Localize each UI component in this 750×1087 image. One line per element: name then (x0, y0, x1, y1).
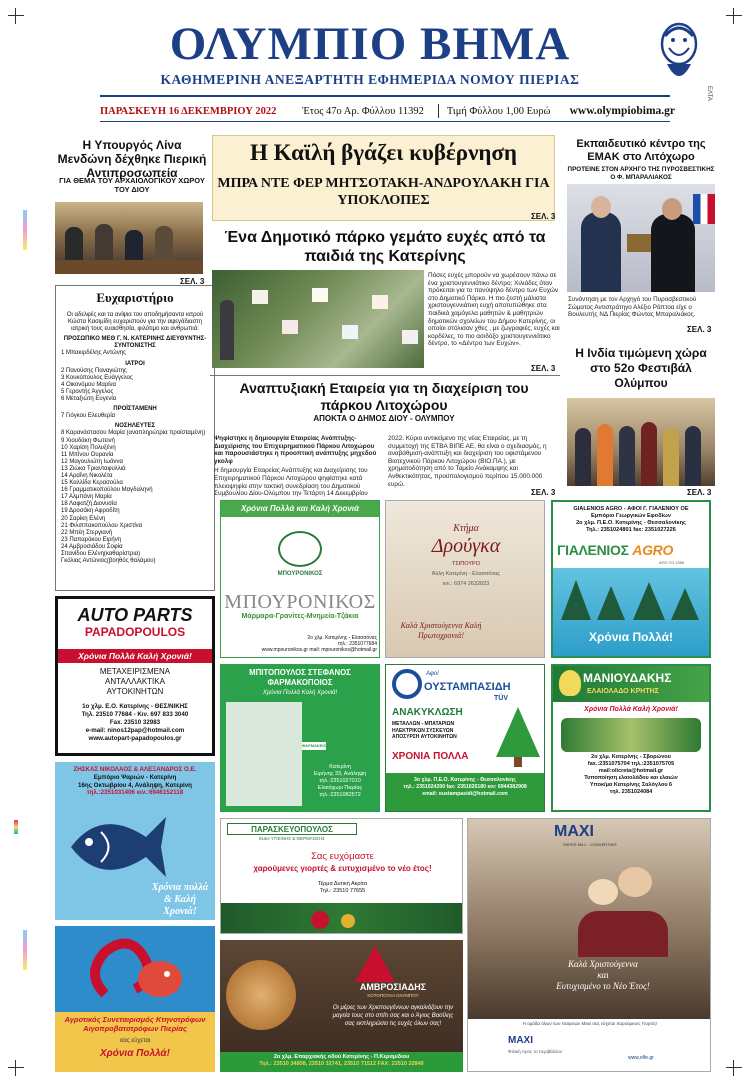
oustampasidis-title: ΑΝΑΚΥΚΛΩΣΗ (392, 707, 463, 718)
autoparts-brand-sub: PAPADOPOULOS (84, 625, 186, 639)
amvrosiadis-brand: ΑΜΒΡΟΣΙΑΔΗΣ (359, 982, 427, 992)
page-ref: ΣΕΛ. 3 (531, 364, 556, 373)
bouronikos-wreath-icon (278, 531, 322, 567)
bouronikos-phone: τηλ.: 2351077684 (337, 641, 377, 647)
manioudakis-greeting: Χρόνια Πολλά Καλή Χρονιά! (584, 706, 678, 713)
development-subhead: ΑΠΟΚΤΑ Ο ΔΗΜΟΣ ΔΙΟΥ - ΟΛΥΜΠΟΥ (313, 414, 455, 423)
gialenios-title: GIALENIOS AGRO - ΑΦΟΙ Γ. ΓΙΑΛΕΝΙΟΥ ΟΕ (573, 506, 689, 512)
ancient-head-logo-icon (655, 18, 703, 88)
autoparts-brand: AUTO PARTS (77, 605, 193, 625)
agricultural-greeting: Χρόνια Πολλά! (100, 1048, 170, 1059)
india-headline: Η Ινδία τιμώμενη χώρα στο 52ο Φεστιβάλ Ολύμπου (575, 346, 707, 390)
divider (438, 104, 439, 118)
page-ref: ΣΕΛ. 3 (687, 325, 712, 334)
drougka-brand-small: Κτήμα (453, 523, 479, 534)
autoparts-web: www.autopart-papadopoulos.gr (88, 735, 182, 742)
masthead-subtitle: ΚΑΘΗΜΕΡΙΝΗ ΑΝΕΞΑΡΤΗΤΗ ΕΦΗΜΕΡΙΔΑ ΝΟΜΟΥ ΠΙΕΡΙΑΣ (160, 72, 580, 87)
pharmacy-address: Ειρήνης 33, Ανάληψη (313, 771, 367, 777)
color-strip (23, 210, 27, 250)
autoparts-phone: Τηλ. 23510 77684 - Κιν. 697 833 3040 (81, 711, 189, 718)
manioudakis-address: 2ο χλμ. Κατερίνης - Σβορώνου (591, 754, 671, 760)
gialenios-brand: ΓΙΑΛΕΝΙΟΣ (557, 542, 629, 558)
trees-icon (561, 580, 701, 624)
masthead-title: ΟΛΥΜΠΙΟ ΒΗΜΑ (169, 18, 571, 70)
issue-price: Τιμή Φύλλου 1,00 Ευρώ (446, 105, 551, 117)
list-item: 7 Γιόγκου Ελευθερία (61, 413, 116, 420)
emak-photo (567, 184, 715, 292)
page-ref: ΣΕΛ. 3 (531, 212, 556, 221)
pharmacy-ad[interactable] (220, 664, 380, 812)
mendoni-photo (55, 202, 203, 274)
list-item: 22 Μπέη Στεργιανή (61, 529, 113, 536)
fish-icon (61, 802, 171, 892)
bouronikos-brand-small: ΜΠΟΥΡΟΝΙΚΟΣ (277, 571, 323, 577)
manioudakis-ad[interactable] (551, 664, 711, 812)
crop-mark (726, 1060, 742, 1076)
autoparts-fax: Fax. 23510 32983 (109, 719, 161, 726)
maxi-tag: PAPER MILL - CONVERTING (563, 842, 617, 847)
mendoni-subhead: ΓΙΑ ΘΕΜΑ ΤΟΥ ΑΡΧΑΙΟΛΟΓΙΚΟΥ ΧΩΡΟΥ ΤΟΥ ΔΙΟΥ (59, 176, 205, 194)
thanks-section-head: ΠΡΟΪΣΤΑΜΕΝΗ (113, 406, 157, 413)
gialenios-phone: Τηλ.: 2351024801 fax: 2351027226 (586, 527, 676, 533)
emak-headline: Εκπαιδευτικό κέντρο της ΕΜΑΚ στο Λιτόχωρο (576, 138, 706, 163)
bouronikos-ad[interactable] (220, 500, 380, 658)
autoparts-logo (66, 605, 204, 643)
olive-drop-icon (559, 670, 581, 696)
list-item: 16 Γραμματικοπούλου Μαγδαληνή (61, 487, 153, 494)
maxi-footer-brand: MAXI (508, 1035, 533, 1046)
oustampasidis-email: email: oustampasidi@hotmail.com (422, 791, 508, 797)
fish-greeting-2: & Καλή Χρονιά! (163, 894, 197, 917)
thanks-headline: Ευχαριστήριο (96, 290, 174, 305)
pharmacy-title: ΜΠΙΤΟΠΟΥΛΟΣ ΣΤΕΦΑΝΟΣ ΦΑΡΜΑΚΟΠΟΙΟΣ (249, 668, 351, 687)
park-text: Πόσες ευχές μπορούν να χωρέσουν πάνω σε ένα χριστουγεννιάτικο δέντρο; Χιλιάδες όταν πρόκειται για το πανύψηλο δέντρο των Ευχών στο Δημοτικό Πάρκο. Η πιο ζεστή μάλιστα χριστουγεννιάτικη ευχή αποτυπώθηκε στα παιδικά χαμόγελα μαθητών & μαθητριών δημοτικών σχολείων του Δήμου Κατερίνης, οι οποίοι στόλισαν χθες , με ζωγραφιές, ευχές και κορδέλες, το πιο ασιδόξο χριστουγεννιάτικο δέντρο, το «Δέντρο των Ευχών». (428, 272, 560, 348)
oustampasidis-cert: TÜV (494, 695, 508, 702)
amvrosiadis-wish: Οι μέρες των Χριστουγέννων αγκαλιάζουν την μαγεία τους στο σπίτι σας και ο Άγιος Βασίλης σας εκπληρώσει τις ευχές όλων σας! (332, 1005, 454, 1027)
paraskevopoulos-wish: Σας ευχόμαστε (311, 851, 374, 862)
autoparts-greeting: Χρόνια Πολλά Καλή Χρονιά! (58, 649, 212, 663)
amvrosiadis-ad[interactable] (220, 940, 463, 1072)
development-col1 (214, 435, 379, 498)
development-text: Η δημιουργία Εταιρείας Ανάπτυξης και Διαχείρισης του Επιχειρηματικού Πάρκου Λιτοχώρου ψηφίστηκε κατά πλειοψηφία στην τακτική συνεδρίαση του Δημοτικού Συμβουλίου Δίου-Ολύμπου την Τετάρτη 14 Δεκεμβρίου (214, 467, 368, 498)
paraskevopoulos-sub: ΕΙΔΗ ΥΓΙΕΙΝΗΣ & ΘΕΡΜΑΝΣΗΣ (259, 836, 325, 841)
agricultural-name: Αγροτικός Συνεταιρισμός Κτηνοτρόφων Αιγοπροβατοτρόφων Πιερίας (64, 1015, 206, 1033)
bouronikos-greeting: Χρόνια Πολλά και Καλή Χρονιά (221, 501, 379, 517)
drougka-sub: ΤΣΙΠΟΥΡΟ (452, 561, 480, 567)
autoparts-line: ΑΝΤΑΛΛΑΚΤΙΚΑ (105, 677, 165, 686)
emak-subhead: ΠΡΟΤΕΙΝΕ ΣΤΟΝ ΑΡΧΗΓΟ ΤΗΣ ΠΥΡΟΣΒΕΣΤΙΚΗΣ Ο Φ. ΜΠΑΡΑΛΙΑΚΟΣ (567, 166, 715, 181)
maxi-brand: MAXI (554, 823, 594, 840)
autoparts-email: e-mail: ninos12pap@hotmail.com (85, 727, 185, 734)
gialenios-since: ΑΠΟ ΤΟ 1959 (659, 560, 685, 565)
maxi-ad[interactable] (467, 818, 711, 1072)
fish-greeting: Χρόνια πολλά (151, 882, 209, 893)
park-photo (212, 270, 424, 368)
thanks-director: 1 Μπακιρδέλης Αντώνης (61, 350, 126, 357)
amvrosiadis-sub: ΚΟΤΟΠΟΥΛΑ ΟΛΥΜΠΟΥ (367, 993, 419, 998)
crop-mark (8, 8, 24, 24)
manioudakis-shop: Υποκ/μα Κατερίνης Σαλόγλου 6 (589, 782, 673, 788)
park-headline: Ένα Δημοτικό πάρκο γεμάτο ευχές από τα παιδιά της Κατερίνης (224, 229, 546, 265)
drougka-ad[interactable] (385, 500, 545, 658)
agricultural-sub: σας εύχεται (119, 1038, 151, 1044)
list-item: Σπανίδου Ελένη(καθαρίστρια) (61, 551, 141, 557)
list-item: 6 Μεταξιώτη Ευγενία (61, 396, 117, 403)
gialenios-brand-2: AGRO (632, 542, 674, 558)
thanks-section-main: ΠΡΟΣΩΠΙΚΟ ΜΕΘ Γ. Ν. ΚΑΤΕΡΙΝΗΣ ΔΙΕΥΘΥΝΤΗΣ-ΣΥΝΤΟΝΙΣΤΗΣ (63, 336, 207, 350)
mendoni-headline: Η Υπουργός Λίνα Μενδώνη δέχθηκε Πιερική Αντιπροσωπεία (57, 138, 207, 180)
oustampasidis-line: ΜΕΤΑΛΛΩΝ - ΜΠΑΤΑΡΙΩΝ (392, 721, 455, 727)
gialenios-greeting: Χρόνια Πολλά! (588, 630, 674, 644)
page-ref: ΣΕΛ. 3 (531, 488, 556, 497)
maxi-small-text: Η ομάδα όλων των εταιρειών Maxi σας εύχεται Χαρούμενες Γιορτές! (522, 1021, 658, 1026)
color-strip (23, 930, 27, 970)
pharmacy-phone: τηλ.:2351027010 (319, 778, 361, 784)
kaili-subhead: ΜΠΡΑ ΝΤΕ ΦΕΡ ΜΗΤΣΟΤΑΚΗ-ΑΝΔΡΟΥΛΑΚΗ ΓΙΑ ΥΠΟΚΛΟΠΕΣ (217, 176, 550, 208)
crop-mark (726, 8, 742, 24)
drougka-line: Άλλη Κατερίνη - Ελασσόνας (431, 571, 501, 577)
oustampasidis-brand-small: Αφοί (426, 671, 439, 677)
paraskevopoulos-ad[interactable] (220, 818, 463, 934)
list-item: 3 Κουκόπουλος Ευάγγελος (61, 374, 133, 381)
list-item: 12 Μαγουλιώτη Ιωάννα (61, 458, 124, 465)
amvrosiadis-logo-icon (355, 946, 395, 982)
oustampasidis-address: 3ο χλμ. Π.Ε.Ο. Κατερίνης - Θεσσαλονίκης (414, 777, 516, 783)
issue-date: ΠΑΡΑΣΚΕΥΗ 16 ΔΕΚΕΜΒΡΙΟΥ 2022 (100, 105, 277, 117)
list-item: 13 Ζιώκα Τριανταφυλλιά (61, 465, 126, 472)
website-link[interactable]: www.olympiobima.gr (569, 105, 675, 117)
emak-caption: Συνάντηση με τον Αρχηγό του Πυροσβεστικού Σώματος Αντιστράτηγο Αλέξιο Ράπτοα είχε ο Βουλευτής ΝΔ Πιερίας Φώντας Μπαραλιάκος. (568, 296, 697, 319)
india-photo (567, 398, 715, 486)
autoparts-ad[interactable] (55, 596, 215, 756)
fish-type: Εμπόριο Ψαριών - Κατερίνη (93, 773, 177, 781)
elta-mark: ΕΛΤΑ (706, 86, 712, 101)
list-item: 5 Γεροντής Άγγελος (61, 388, 114, 395)
list-item: 2 Πανούσης Παναγιώτης (61, 367, 127, 374)
olive-branch-icon (561, 718, 701, 752)
oustampasidis-greeting: ΧΡΟΝΙΑ ΠΟΛΛΑ (392, 751, 469, 762)
autoparts-address: 1o χλμ. Ε.Ο. Κατερίνης - ΘΕΣ/ΝΙΚΗΣ (82, 703, 188, 710)
manioudakis-mail: mail:olicreta@hotmail.gr (598, 768, 664, 774)
list-item: 18 Λαφατζή Διονυσία (61, 501, 117, 508)
list-item: 23 Παπαρόκου Ειρήνη (61, 536, 122, 543)
divider (210, 375, 560, 376)
fish-company: ΖΗΣΚΑΣ ΝΙΚΟΛΑΟΣ & ΑΛΕΞΑΝΔΡΟΣ Ο.Ε. (73, 766, 197, 773)
list-item: Γκόλιας Αντώνιος(βοηθός θαλάμου) (61, 558, 156, 565)
list-item: 14 Αραΐνη Νικολέτα (61, 472, 113, 479)
paraskevopoulos-phone: Τηλ.: 23510 77655 (319, 888, 366, 894)
fish-ad[interactable] (55, 762, 215, 920)
issue-number: Έτος 47ο Αρ. Φύλλου 11392 (302, 105, 424, 117)
page-ref: ΣΕΛ. 3 (180, 277, 205, 286)
christmas-tree-icon (496, 707, 540, 769)
pharmacy-branch: Ελαιόχωρι Πιερίας (317, 785, 363, 791)
drougka-phone: κιν.: 6974 2632823 (442, 581, 490, 587)
list-item: 24 Αμβροσιάδου Σοφία (61, 543, 123, 550)
maxi-greeting-2: και (597, 970, 609, 980)
thanks-section-doctors: ΙΑΤΡΟΙ (125, 360, 145, 367)
gialenios-address: 2ο χλμ. Π.Ε.Ο. Κατερίνης - Θεσσαλονίκης (576, 520, 686, 526)
ornament-icon (311, 911, 329, 929)
maxi-footer-right: www.elfe.gr (628, 1055, 654, 1061)
oustampasidis-line: ΗΛΕΚΤΡΙΚΩΝ ΣΥΣΚΕΥΩΝ (392, 727, 454, 734)
manioudakis-shop-phone: τηλ. 2351024084 (609, 789, 653, 795)
autoparts-line: ΜΕΤΑΧΕΙΡΙΣΜΕΝΑ (99, 667, 171, 676)
amvrosiadis-address: 2ο χλμ. Επαρχιακής οδού Κατερίνης - Π.Κεραμιδιου (273, 1054, 410, 1060)
color-strip (14, 820, 18, 834)
bouronikos-address: 2ο χλμ. Κατερίνης - Ελασσόνας (307, 635, 377, 641)
development-lead: Ψηφίστηκε η δημιουργία Εταιρείας Ανάπτυξης-Διαχείρισης του Επιχειρηματικού Πάρκου Λιτοχώρου και παρουσιάστηκε η προοπτική ανάπτυξης μηχεδού γκολφ (214, 435, 377, 465)
pharmacy-greeting: Χρόνια Πολλά Καλή Χρονιά! (262, 690, 338, 696)
bouronikos-brand: ΜΠΟΥΡΟΝΙΚΟΣ (224, 591, 376, 613)
list-item: 15 Καλλίδα Κερασούλα (61, 480, 123, 487)
list-item: 10 Χαρίση Πολυξένη (61, 444, 116, 451)
pharmacy-city: Κατερίνη (329, 764, 351, 770)
development-col2: 2022. Κύριο αντικείμενο της νέας Εταιρείας, με τη συμμετοχή της ΕΤΒΑ ΒΙΠΕ ΑΕ, θα είναι ο σχεδιασμός, η αναβάθμιση-ανάπτυξη και διαχείριση του υφιστάμενου Βιοτεχνικού Πάρκου Λιτοχώρου (ΒΙΟ.ΠΑ.), με χρηματοδότηση από το Ταμείο Ανάκαμψης και Ανθεκτικότητας, προϋπολογισμού περίπου 15.000.000 ευρώ. (388, 435, 547, 488)
ornament-icon (341, 914, 355, 928)
fish-phone: τηλ.:2351031406 κιν.:6946152118 (86, 789, 184, 797)
paraskevopoulos-address: Τέρμα Δυτική Ακρίτα (317, 881, 368, 887)
gialenios-sub: Εμπόριο Γεωργικών Εφοδίων (591, 513, 671, 519)
development-headline: Αναπτυξιακή Εταιρεία για τη διαχείριση του πάρκου Λιτοχώρου (239, 380, 529, 413)
gialenios-ad[interactable] (551, 500, 711, 658)
list-item: 20 Σαρίκη Ελένη (61, 515, 106, 522)
autoparts-line: ΑΥΤΟΚΙΝΗΤΩΝ (106, 687, 164, 696)
paraskevopoulos-wish-2: χαρούμενες γιορτές & ευτυχισμένο το νέο έτος! (253, 864, 432, 873)
list-item: 4 Οικονόμου Μαρίνα (61, 381, 117, 388)
crop-mark (8, 1060, 24, 1076)
pharmacy-sign: ΦΑΡΜΑΚΕΙΟ (302, 743, 327, 748)
bouronikos-tagline: Μάρμαρα-Γρανίτες-Μνημεία-Τζάκια (241, 613, 359, 620)
manioudakis-fax: fax.:2351075704 τηλ.:2351075705 (587, 761, 675, 767)
list-item: 17 Αλμπάνη Μαρία (61, 494, 112, 501)
oustampasidis-phone: τηλ.: 2351024200 fax: 2351026180 κιν: 6944382908 (403, 784, 527, 790)
maxi-footer-tag: Φιλική προς το περιβάλλον (508, 1049, 562, 1054)
oustampasidis-brand: ΟΥΣΤΑΜΠΑΣΙΔΗ (424, 681, 511, 693)
list-item: 21 Φιλιππακοπούλου Χριστίνα (61, 522, 143, 529)
paraskevopoulos-brand: ΠΑΡΑΣΚΕΥΟΠΟΥΛΟΣ (227, 823, 357, 835)
list-item: 9 Χιουδάκη Φωτεινή (61, 437, 115, 444)
bouronikos-web: www.mpouronikos.gr mail: mpouronikos@hotmail.gr (261, 647, 377, 653)
maxi-greeting-3: Ευτυχισμένο το Νέο Έτος! (556, 981, 650, 991)
dateline (100, 103, 675, 119)
fish-address: 16ης Οκτωβρίου 4, Ανάληψη, Κατερίνη (78, 781, 192, 789)
oustampasidis-ad[interactable] (385, 664, 545, 812)
page-ref: ΣΕΛ. 3 (687, 488, 712, 497)
amvrosiadis-phone: Τηλ.: 23510 34808, 23510 32741, 23510 71512 FAX: 23510 32840 (259, 1061, 424, 1067)
agricultural-ad[interactable] (55, 926, 215, 1072)
list-item: 8 Καρανάστασου Μαρία (αναπληρώτρια προϊσταμένη) (61, 430, 206, 437)
kaili-headline: Η Καϊλή βγάζει κυβέρνηση (250, 140, 517, 165)
ram-icon (75, 934, 195, 1004)
oustampasidis-logo-icon (392, 669, 422, 699)
list-item: 19 Δροσάκη Αφροδίτη (61, 508, 120, 515)
list-item: 11 Μπίνου Ουρανία (61, 451, 114, 458)
masthead-rule (100, 121, 670, 122)
thanks-notice (55, 285, 215, 591)
manioudakis-brand: ΜΑΝΙΟΥΔΑΚΗΣ (583, 671, 672, 685)
manioudakis-sub2: Τυποποίηση ελαιολάδου και ελαιών (584, 775, 678, 781)
thanks-section-nurses: ΝΟΣΗΛΕΥΤΕΣ (114, 423, 156, 430)
maxi-greeting: Καλά Χριστούγεννα (568, 959, 638, 969)
oustampasidis-line: ΑΠΟΣΥΡΣΗ ΑΥΤΟΚΙΝΗΤΩΝ (392, 734, 457, 740)
masthead-rule (100, 95, 670, 97)
manioudakis-sub: ΕΛΑΙΟΛΑΔΟ ΚΡΗΤΗΣ (587, 688, 659, 695)
drougka-greeting: Καλά Χριστούγεννα Καλή Πρωτοχρονιά! (400, 621, 482, 640)
pharmacy-phone-2: τηλ.:2351082572 (319, 792, 361, 798)
drougka-brand: Δρούγκα (431, 535, 501, 557)
thanks-intro: Οι αδελφές και τα ανίψια του αποδημήσαντα ιατρού Κώστα Κασιμίδη ευχαριστούν για την αψεγάδιαστη ιατρική τους ευαισθησία, φιλότιμο και ανθρωπιά: (66, 312, 204, 333)
